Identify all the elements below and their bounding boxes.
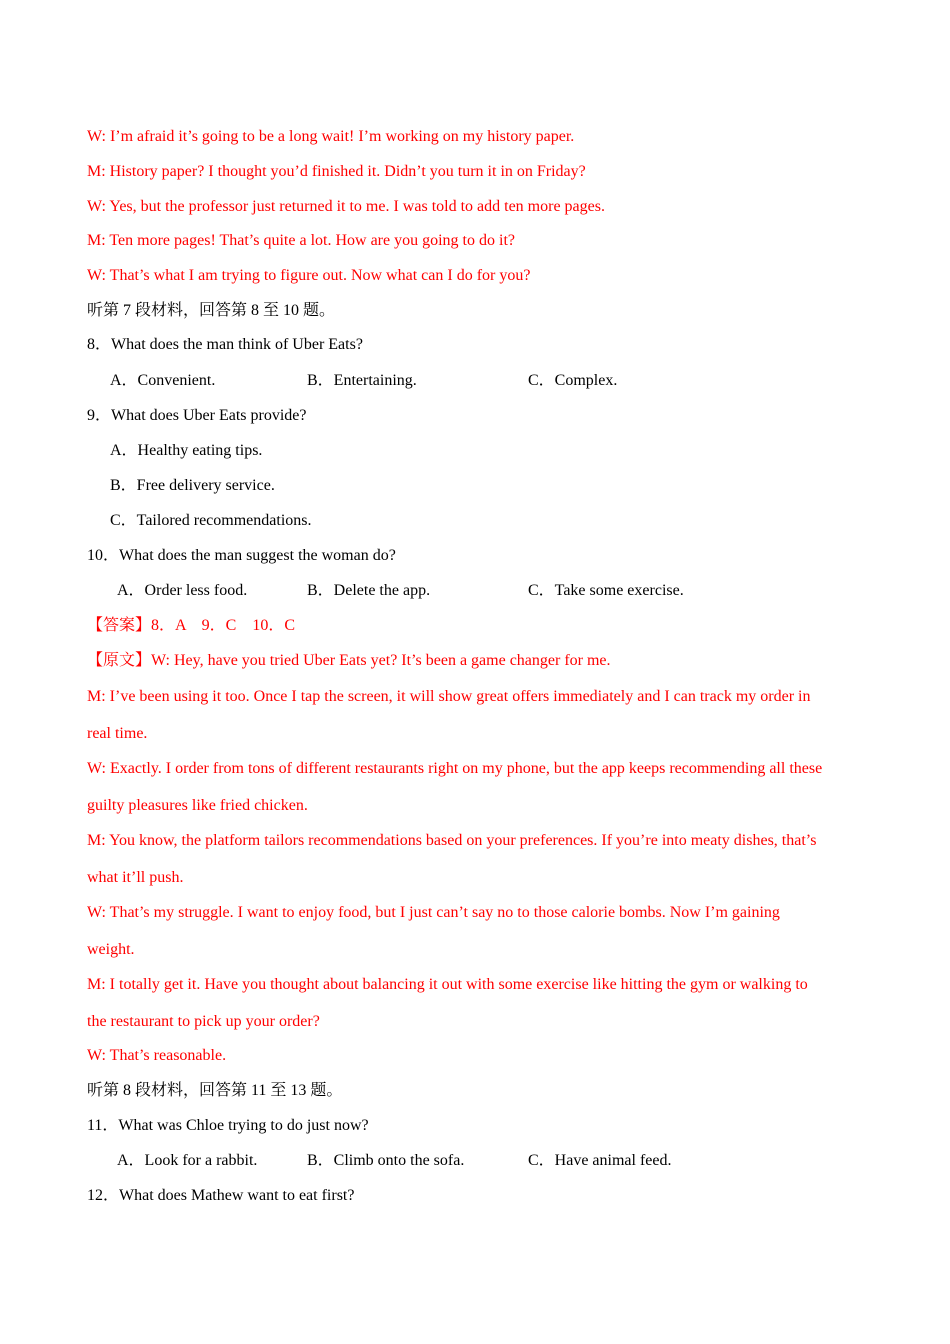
script-line: W: Yes, but the professor just returned it to me. I was told to add ten more pages. (87, 198, 605, 215)
q11-option-c: C．Have animal feed. (528, 1152, 672, 1169)
section-heading: 听第 7 段材料，回答第 8 至 10 题。 (87, 302, 336, 319)
script-line: W: Exactly. I order from tons of different restaurants right on my phone, but the app keeps recommending all these (87, 760, 823, 777)
q9-option-a: A．Healthy eating tips. (110, 442, 263, 459)
question-8-stem: 8．What does the man think of Uber Eats? (87, 336, 363, 353)
q9-option-c: C．Tailored recommendations. (110, 512, 312, 529)
question-12-stem: 12．What does Mathew want to eat first? (87, 1187, 355, 1204)
script-line: M: Ten more pages! That’s quite a lot. How are you going to do it? (87, 232, 515, 249)
q8-option-a: A．Convenient. (110, 372, 216, 389)
answer-key: 【答案】8．A 9．C 10．C (87, 617, 296, 634)
question-9-stem: 9．What does Uber Eats provide? (87, 407, 307, 424)
q9-option-b: B．Free delivery service. (110, 477, 275, 494)
script-line: the restaurant to pick up your order? (87, 1013, 320, 1030)
q10-option-c: C．Take some exercise. (528, 582, 684, 599)
script-line: guilty pleasures like fried chicken. (87, 797, 308, 814)
script-first-line (87, 651, 611, 671)
question-11-stem: 11．What was Chloe trying to do just now? (87, 1117, 369, 1134)
q10-option-b: B．Delete the app. (307, 582, 431, 599)
script-line: M: You know, the platform tailors recommendations based on your preferences. If you’re into meaty dishes, that’s (87, 832, 817, 849)
script-line: weight. (87, 941, 135, 958)
script-line: M: History paper? I thought you’d finished it. Didn’t you turn it in on Friday? (87, 163, 586, 180)
q11-option-b: B．Climb onto the sofa. (307, 1152, 465, 1169)
script-line: W: I’m afraid it’s going to be a long wait! I’m working on my history paper. (87, 128, 575, 145)
script-line: W: That’s what I am trying to figure out. Now what can I do for you? (87, 267, 531, 284)
script-line: M: I totally get it. Have you thought about balancing it out with some exercise like hitting the gym or walking to (87, 976, 808, 993)
script-label: 【原文】 (87, 652, 152, 669)
script-line: what it’ll push. (87, 869, 184, 886)
section-heading: 听第 8 段材料，回答第 11 至 13 题。 (87, 1082, 343, 1099)
question-10-stem: 10．What does the man suggest the woman do? (87, 547, 396, 564)
script-line: W: That’s reasonable. (87, 1047, 227, 1064)
q8-option-b: B．Entertaining. (307, 372, 417, 389)
script-line: real time. (87, 725, 148, 742)
q10-option-a: A．Order less food. (117, 582, 248, 599)
script-line: M: I’ve been using it too. Once I tap the screen, it will show great offers immediately and I can track my order in (87, 688, 811, 705)
script-line: W: Hey, have you tried Uber Eats yet? It’s been a game changer for me. (151, 652, 611, 669)
q11-option-a: A．Look for a rabbit. (117, 1152, 258, 1169)
q8-option-c: C．Complex. (528, 372, 618, 389)
script-line: W: That’s my struggle. I want to enjoy food, but I just can’t say no to those calorie bombs. Now I’m gaining (87, 904, 780, 921)
